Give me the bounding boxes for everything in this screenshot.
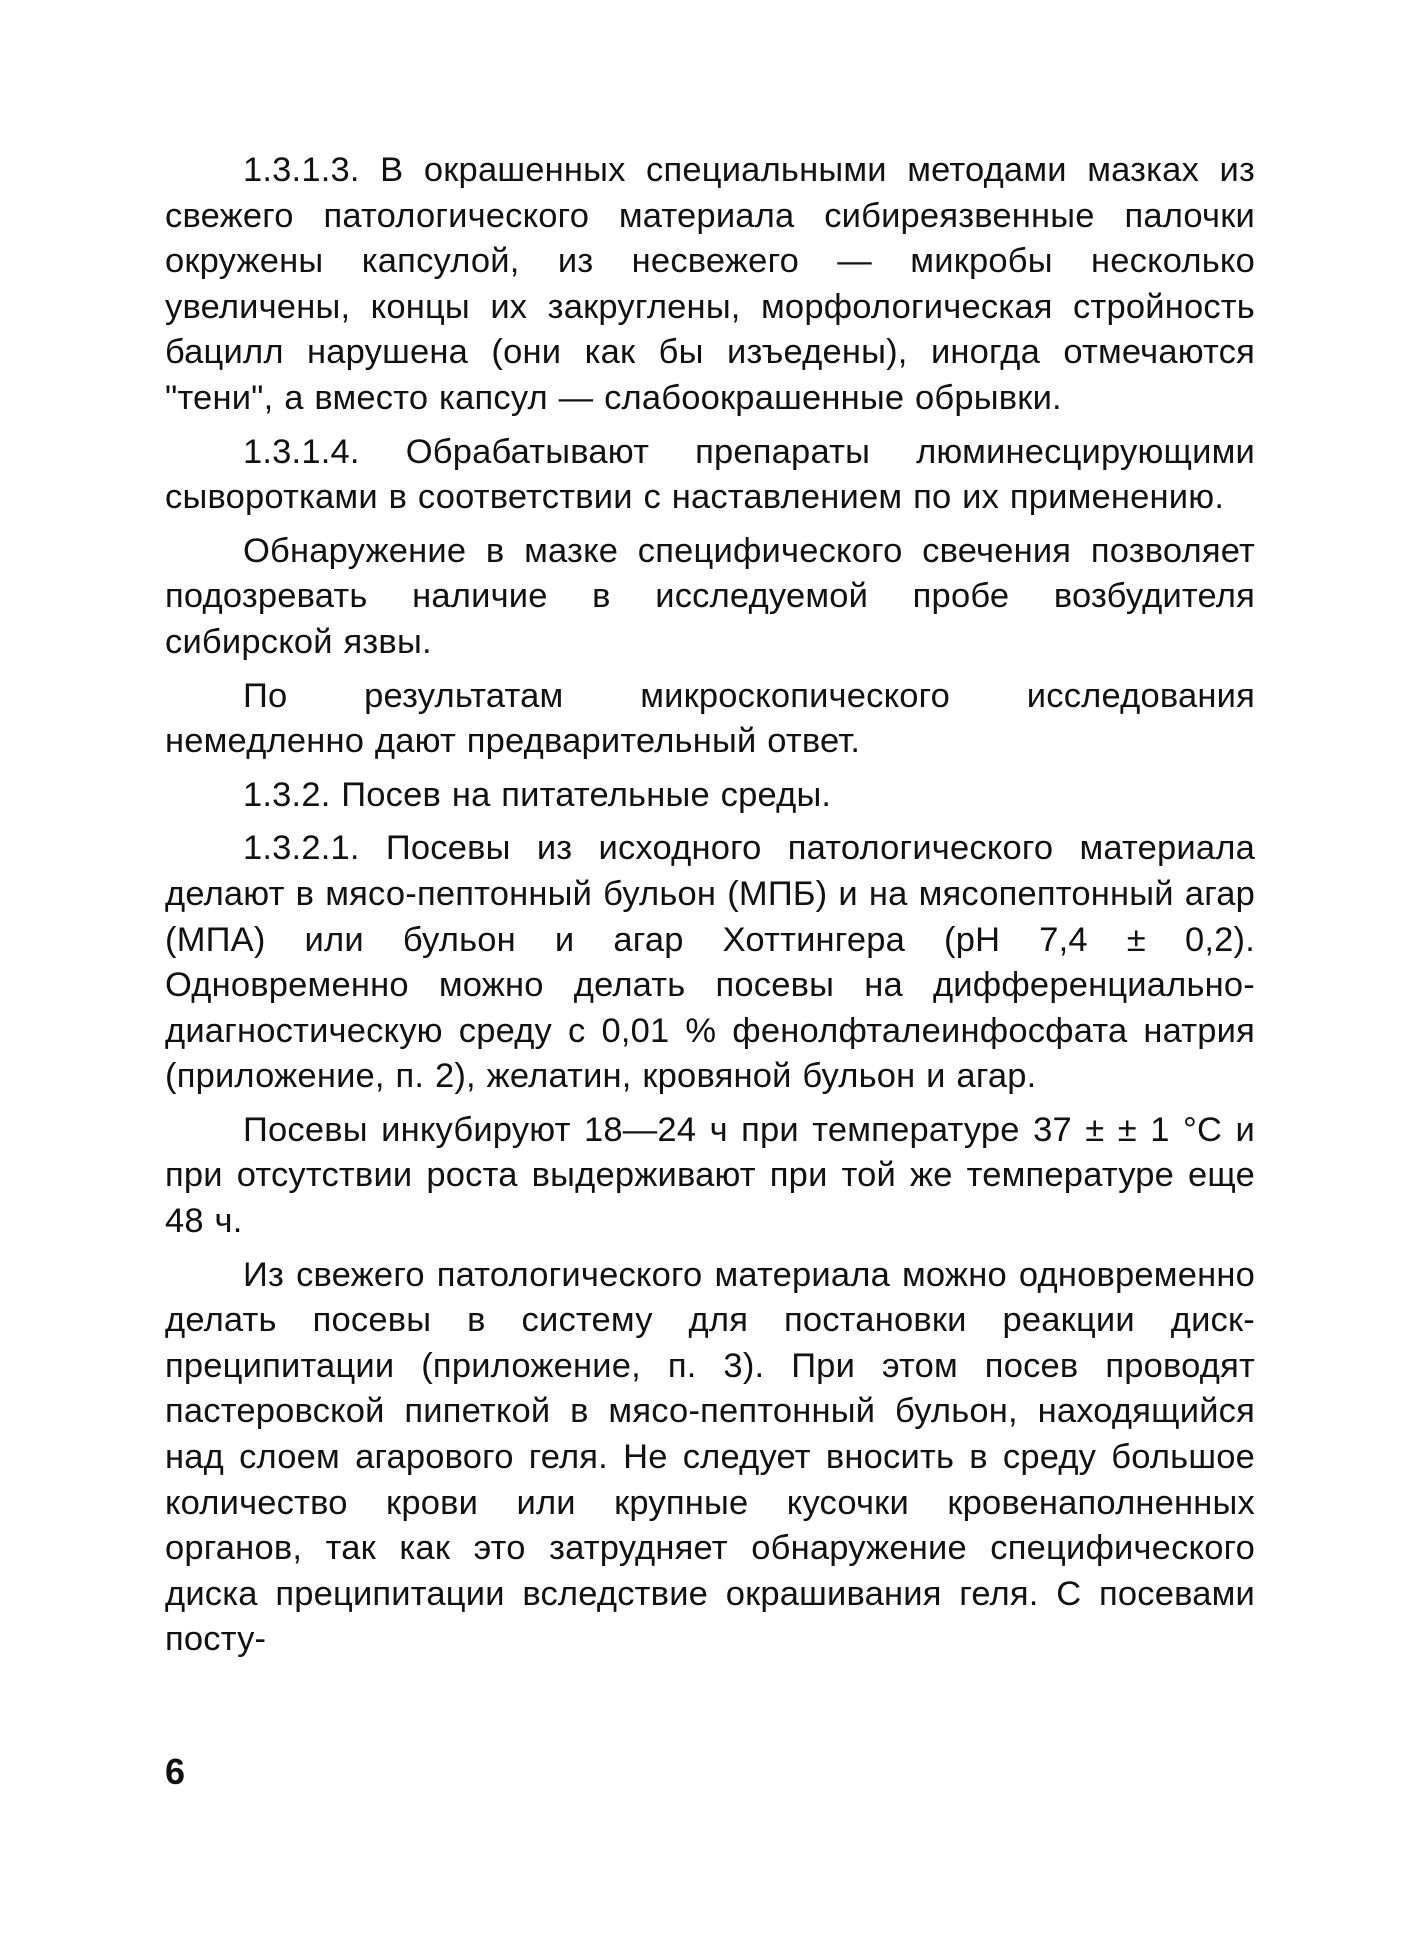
paragraph-1-3-2-1: 1.3.2.1. Посевы из исходного патологического материала делают в мясо-пептонный бульон (МПБ) и на мясопептонный агар (МПА) или бульон и агар Хоттингера (рН 7,4 ± 0,2). Одновременно можно делать посевы на дифференциально-диагностическую среду с 0,01 % фенолфталеинфосфата натрия (приложение, п. 2), желатин, кровяной бульон и агар. — [165, 829, 1255, 1096]
paragraph-1-3-1-3: 1.3.1.3. В окрашенных специальными методами мазках из свежего патологического материала сибиреязвенные палочки окружены капсулой, из несвежего — микробы несколько увеличены, концы их закруглены, морфологическая стройность бацилл нарушена (они как бы изъедены), иногда отмечаются "тени", а вместо капсул — слабоокрашенные обрывки. — [165, 151, 1255, 417]
paragraph-preliminary-answer: По результатам микроскопического исследования немедленно дают предварительный ответ. — [165, 676, 1255, 761]
paragraph-disk-precipitation: Из свежего патологического материала можно одновременно делать посевы в систему для постановки реакции диск-преципитации (приложение, п. 3). При этом посев проводят пастеровской пипеткой в мясо-пептонный бульон, находящийся над слоем агарового геля. Не следует вносить в среду большое количество крови или крупные кусочки кровенаполненных органов, так как это затрудняет обнаружение специфического диска преципитации вследствие окрашивания геля. С посевами посту- — [165, 1255, 1255, 1659]
paragraph-detection: Обнаружение в мазке специфического свечения позволяет подозревать наличие в исследуемой пробе возбудителя сибирской язвы. — [165, 531, 1255, 661]
paragraph-1-3-1-4: 1.3.1.4. Обрабатывают препараты люминесцирующими сыворотками в соответствии с наставлением по их применению. — [165, 432, 1255, 517]
paragraph-incubation: Посевы инкубируют 18—24 ч при температуре 37 ± ± 1 °С и при отсутствии роста выдерживают при той же температуре еще 48 ч. — [165, 1110, 1255, 1241]
page-body — [165, 148, 1255, 1671]
page-number: 6 — [165, 1751, 186, 1792]
paragraph-1-3-2: 1.3.2. Посев на питательные среды. — [243, 775, 832, 814]
